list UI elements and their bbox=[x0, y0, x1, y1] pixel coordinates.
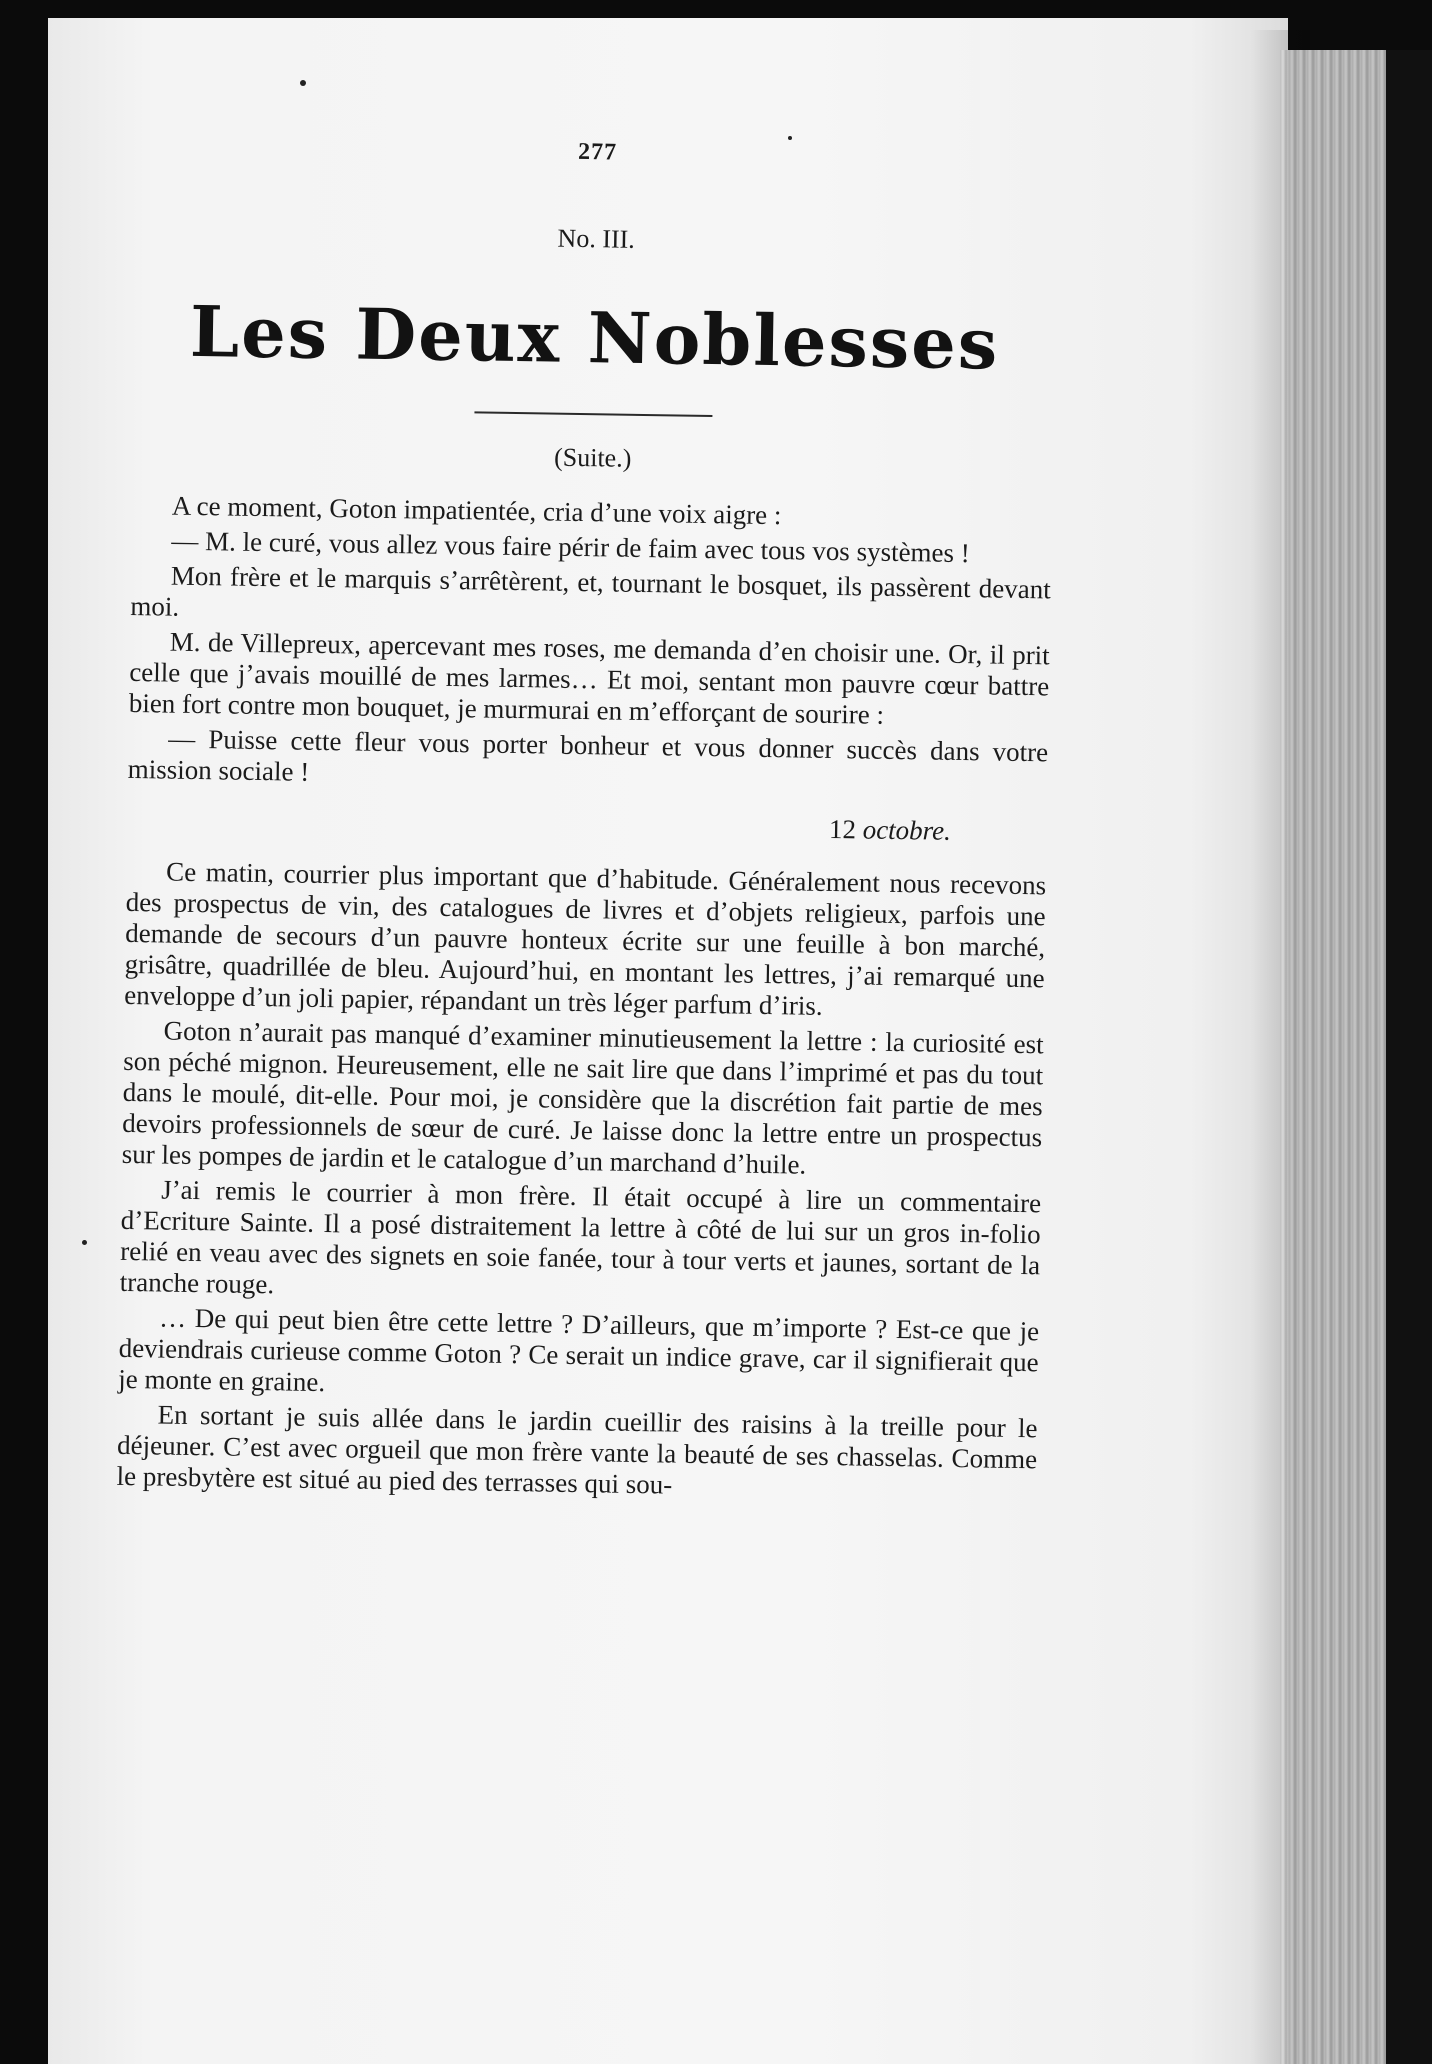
paragraph: A ce moment, Goton impatientée, cria d’une voix aigre : bbox=[171, 490, 782, 531]
scan-speck bbox=[82, 1240, 87, 1245]
paragraph: … De qui peut bien être cette lettre ? D’ailleurs, que m’importe ? Est-ce que je deviendrais curieuse comme Goton ? Ce serait un indice grave, car il signifierait que je monte en graine. bbox=[117, 1302, 1040, 1398]
paragraph: Mon frère et le marquis s’arrêtèrent, et, tournant le bosquet, ils passèrent devant moi. bbox=[130, 560, 1051, 622]
title-divider bbox=[474, 411, 712, 417]
paragraph: En sortant je suis allée dans le jardin cueillir des raisins à la treille pour le déjeuner. C’est avec orgueil que mon frère vante la beauté de ses chasselas. Comme le presbytère est situé au pied des terrasses qui sou- bbox=[116, 1399, 1038, 1500]
paragraph: M. de Villepreux, apercevant mes roses, me demanda d’en choisir une. Or, il prit celle que j’avais mouillé de mes larmes… Et moi, sentant mon pauvre cœur battre bien fort contre mon bouquet, je murmurai en m’efforçant de sourire : bbox=[128, 626, 1050, 730]
scan-speck bbox=[300, 80, 306, 86]
paragraph: Goton n’aurait pas manqué d’examiner minutieusement la lettre : la curiosité est son péché mignon. Heureusement, elle ne sait lire que dans l’imprimé et pas du tout dans le moulé, dit-elle. Pour moi, je considère que la discrétion fait partie de mes devoirs professionnels de sœur de curé. Je laisse donc la lettre entre un prospectus sur les pompes de jardin et le catalogue d’un marchand d’huile. bbox=[121, 1015, 1044, 1180]
date-day: 12 bbox=[828, 813, 857, 845]
paragraph: J’ai remis le courrier à mon frère. Il était occupé à lire un commentaire d’Ecriture Sainte. Il a posé distraitement la lettre à côté de lui sur un gros in-folio relié en veau avec des signets en soie fanée, tour à tour verts et jaunes, sortant de la tranche rouge. bbox=[119, 1174, 1042, 1300]
continuation-label: (Suite.) bbox=[553, 442, 632, 473]
paragraph: Ce matin, courrier plus important que d’habitude. Généralement nous recevons des prospectus de vin, des catalogues de livres et d’objets religieux, parfois une demande de secours d’un pauvre honteux écrite sur une feuille à bon marché, grisâtre, quadrillée de bleu. Aujourd’hui, en montant les lettres, j’ai remarqué une enveloppe d’un joli papier, répandant un très léger parfum d’iris. bbox=[124, 856, 1047, 1021]
scan-speck bbox=[788, 136, 792, 140]
paragraph: — Puisse cette fleur vous porter bonheur et vous donner succès dans votre mission sociale ! bbox=[127, 723, 1049, 787]
page-edges bbox=[1280, 50, 1390, 2064]
chapter-number: No. III. bbox=[557, 223, 636, 254]
body-text bbox=[116, 490, 1052, 1506]
diary-date bbox=[127, 803, 951, 847]
chapter-title: Les Deux Noblesses bbox=[189, 289, 1000, 386]
book-cover-edge bbox=[1386, 50, 1432, 2064]
paragraph: — M. le curé, vous allez vous faire périr de faim avec tous vos systèmes ! bbox=[171, 525, 971, 569]
page-number: 277 bbox=[577, 138, 618, 166]
date-month: octobre. bbox=[862, 814, 952, 846]
page-content bbox=[116, 120, 1057, 1510]
